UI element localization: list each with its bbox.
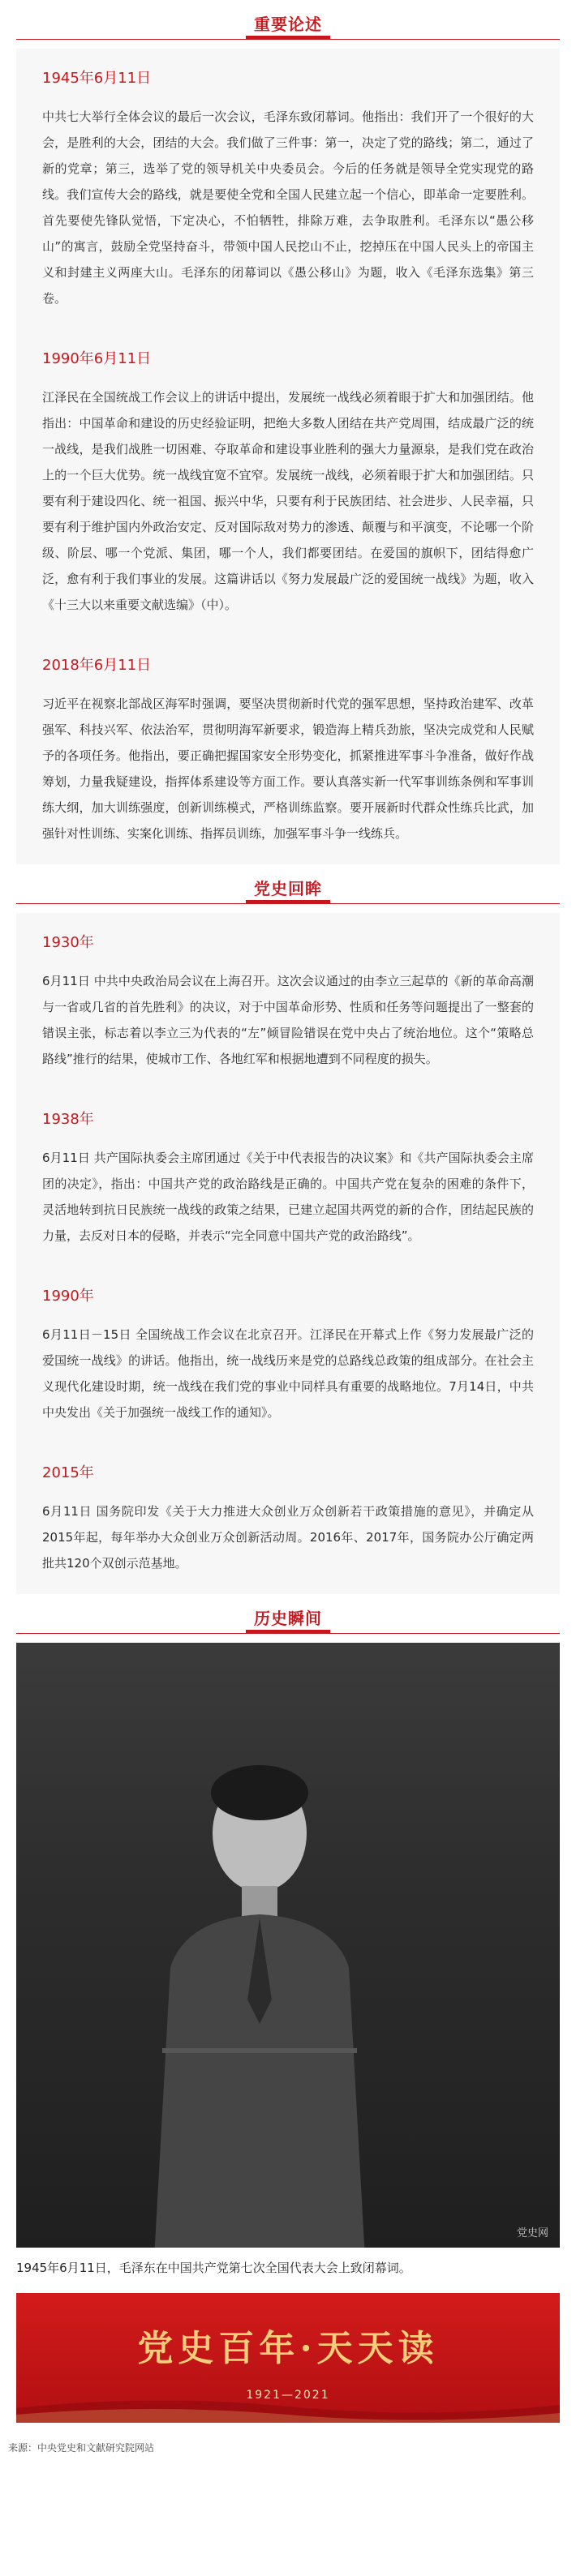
- history-block: [16, 1267, 560, 1443]
- photo-caption: 1945年6月11日，毛泽东在中国共产党第七次全国代表大会上致闭幕词。: [16, 2261, 411, 2275]
- history-block: [16, 913, 560, 1090]
- section-header-party-history: [0, 864, 576, 913]
- statement-date: 2018年6月11日: [42, 657, 152, 674]
- series-banner: [16, 2293, 560, 2423]
- speaker-silhouette-icon: [138, 1756, 381, 2248]
- source-note: 来源：中央党史和文献研究院网站: [8, 2442, 155, 2454]
- history-date: 2015年: [42, 1464, 94, 1481]
- photo-container: [16, 1643, 560, 2293]
- history-date: 1938年: [42, 1111, 94, 1128]
- section-divider: [16, 39, 560, 40]
- section-title: 党史回眸: [254, 879, 322, 898]
- statement-block: [16, 49, 560, 329]
- statement-text: 习近平在视察北部战区海军时强调，要坚决贯彻新时代党的强军思想，坚持政治建军、改革强军、科技兴军、依法治军，贯彻明海军新要求，锻造海上精兵劲旅，坚决完成党和人民赋予的各项任务。他指出，要正确把握国家安全形势变化，抓紧推进军事斗争准备，做好作战筹划，力量我疑建设，指挥体系建设等方面工作。要认真落实新一代军事训练条例和军事训练大纲，加大训练强度，创新训练模式，严格训练监察。要开展新时代群众性练兵比武，加强针对性训练、实案化训练、指挥员训练，加强军事斗争一线练兵。: [42, 697, 534, 841]
- statement-date: 1990年6月11日: [42, 350, 152, 367]
- section-title-underline: [246, 900, 330, 903]
- section-divider: [16, 1633, 560, 1634]
- history-text: 6月11日 共产国际执委会主席团通过《关于中代表报告的决议案》和《共产国际执委会主席团的决定》，指出：中国共产党的政治路线是正确的。中国共产党在复杂的困难的条件下，灵活地转到抗日民族统一战线的政策之结果，已建立起国共两党的新的合作，团结起民族的力量，去反对日本的侵略，并表示“完全同意中国共产党的政治路线”。: [42, 1151, 534, 1243]
- banner-wave-decoration: [16, 2390, 560, 2423]
- section-header-key-statements: [0, 0, 576, 49]
- history-text: 6月11日 国务院印发《关于大力推进大众创业万众创新若干政策措施的意见》，并确定从2015年起，每年举办大众创业万众创新活动周。2016年、2017年，国务院办公厅确定两批共120个双创示范基地。: [42, 1504, 534, 1571]
- statement-text: 江泽民在全国统战工作会议上的讲话中提出，发展统一战线必须着眼于扩大和加强团结。他指出：中国革命和建设的历史经验证明，把绝大多数人团结在共产党周围，结成最广泛的统一战线，是我们战胜一切困难、夺取革命和建设事业胜利的强大力量源泉，是我们党在政治上的一个巨大优势。统一战线宜宽不宜窄。发展统一战线，必须着眼于扩大和加强团结。只要有利于建设四化、统一祖国、振兴中华，只要有利于民族团结、社会进步、人民幸福，只要有利于维护国内外政治安定、反对国际敌对势力的渗透、颠覆与和平演变，不论哪一个阶级、阶层、哪一个党派、集团，哪一个人，我们都要团结。在爱国的旗帜下，团结得愈广泛，愈有利于我们事业的发展。这篇讲话以《努力发展最广泛的爱国统一战线》为题，收入《十三大以来重要文献选编》（中）。: [42, 390, 534, 612]
- section-header-history-moment: [0, 1594, 576, 1643]
- section-title: 历史瞬间: [254, 1609, 322, 1628]
- history-text: 6月11日 中共中央政治局会议在上海召开。这次会议通过的由李立三起草的《新的革命高潮与一省或几省的首先胜利》的决议，对于中国革命形势、性质和任务等问题提出了一整套的错误主张，标志着以李立三为代表的“左”倾冒险错误在党中央占了统治地位。这个“策略总路线”推行的结果，使城市工作、各地红军和根据地遭到不同程度的损失。: [42, 974, 534, 1066]
- history-date: 1990年: [42, 1288, 94, 1305]
- photo-watermark: 党史网: [516, 2227, 548, 2240]
- banner-years: 1921—2021: [246, 2389, 330, 2402]
- section-divider: [16, 903, 560, 904]
- history-block: [16, 1443, 560, 1594]
- history-date: 1930年: [42, 934, 94, 951]
- history-text: 6月11日－15日 全国统战工作会议在北京召开。江泽民在开幕式上作《努力发展最广泛的爱国统一战线》的讲话。他指出，统一战线历来是党的总路线总政策的组成部分。在社会主义现代化建设时期，统一战线在我们党的事业中同样具有重要的战略地位。7月14日，中共中央发出《关于加强统一战线工作的通知》。: [42, 1327, 534, 1420]
- statement-block: [16, 329, 560, 636]
- section-title-underline: [246, 36, 330, 39]
- historical-photo: [16, 1643, 560, 2248]
- statement-block: [16, 636, 560, 864]
- history-block: [16, 1090, 560, 1267]
- section-title-underline: [246, 1630, 330, 1633]
- section-title: 重要论述: [254, 15, 322, 34]
- statement-text: 中共七大举行全体会议的最后一次会议，毛泽东致闭幕词。他指出：我们开了一个很好的大会，是胜利的大会，团结的大会。我们做了三件事：第一，决定了党的路线；第二，通过了新的党章；第三，选举了党的领导机关中央委员会。今后的任务就是领导全党实现党的路线。我们宣传大会的路线，就是要使全党和全国人民建立起一个信心，即革命一定要胜利。首先要使先锋队觉悟，下定决心，不怕牺牲，排除万难，去争取胜利。毛泽东以“愚公移山”的寓言，鼓励全党坚持奋斗，带领中国人民挖山不止，挖掉压在中国人民头上的帝国主义和封建主义两座大山。毛泽东的闭幕词以《愚公移山》为题，收入《毛泽东选集》第三卷。: [42, 109, 534, 306]
- banner-title: 党史百年·天天读: [137, 2328, 439, 2369]
- statement-date: 1945年6月11日: [42, 70, 152, 87]
